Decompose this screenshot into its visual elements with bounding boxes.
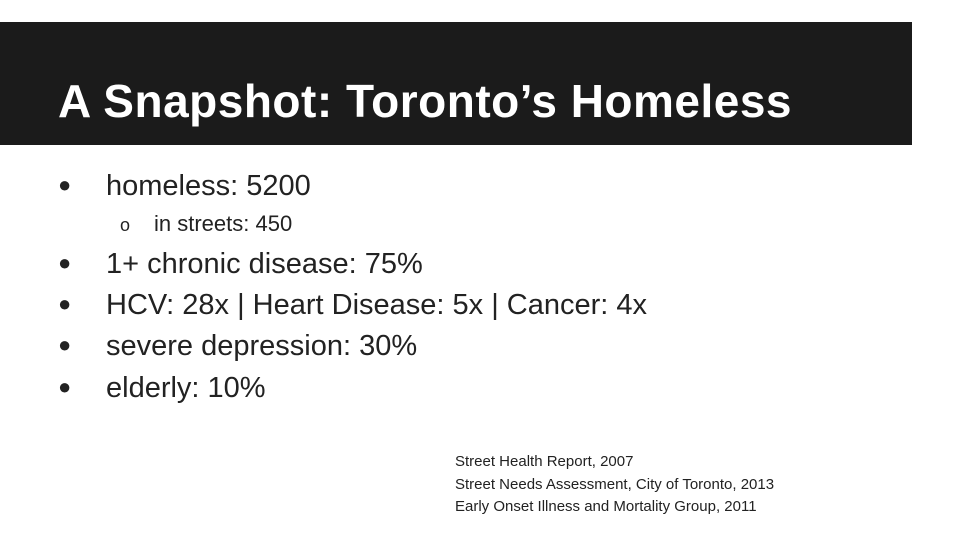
bullet-dot-icon: ● [58, 250, 72, 275]
bullet-item [58, 248, 423, 281]
bullet-text: 1+ chronic disease: 75% [106, 248, 423, 280]
source-line: Street Needs Assessment, City of Toronto, 2013 [455, 475, 775, 493]
bullet-item [58, 372, 266, 405]
slide-title: A Snapshot: Toronto’s Homeless [58, 75, 793, 127]
bullet-dot-icon: ● [58, 374, 72, 399]
bullet-dot-icon: ● [58, 172, 72, 197]
bullet-text: HCV: 28x | Heart Disease: 5x | Cancer: 4x [106, 289, 648, 321]
sub-bullet-icon: o [120, 215, 131, 235]
bullet-text: elderly: 10% [106, 372, 266, 404]
bullet-dot-icon: ● [58, 291, 72, 316]
bullet-dot-icon: ● [58, 332, 72, 357]
bullet-text: homeless: 5200 [106, 170, 311, 202]
bullet-item [58, 330, 417, 363]
source-line: Street Health Report, 2007 [455, 453, 634, 470]
bullet-text: severe depression: 30% [106, 330, 418, 362]
sub-bullet-text: in streets: 450 [154, 211, 293, 236]
bullet-item [58, 289, 647, 322]
sources-block [455, 451, 774, 519]
bullet-item [58, 170, 311, 203]
sub-bullet-item [120, 211, 292, 237]
source-line: Early Onset Illness and Mortality Group, 2011 [455, 498, 757, 515]
